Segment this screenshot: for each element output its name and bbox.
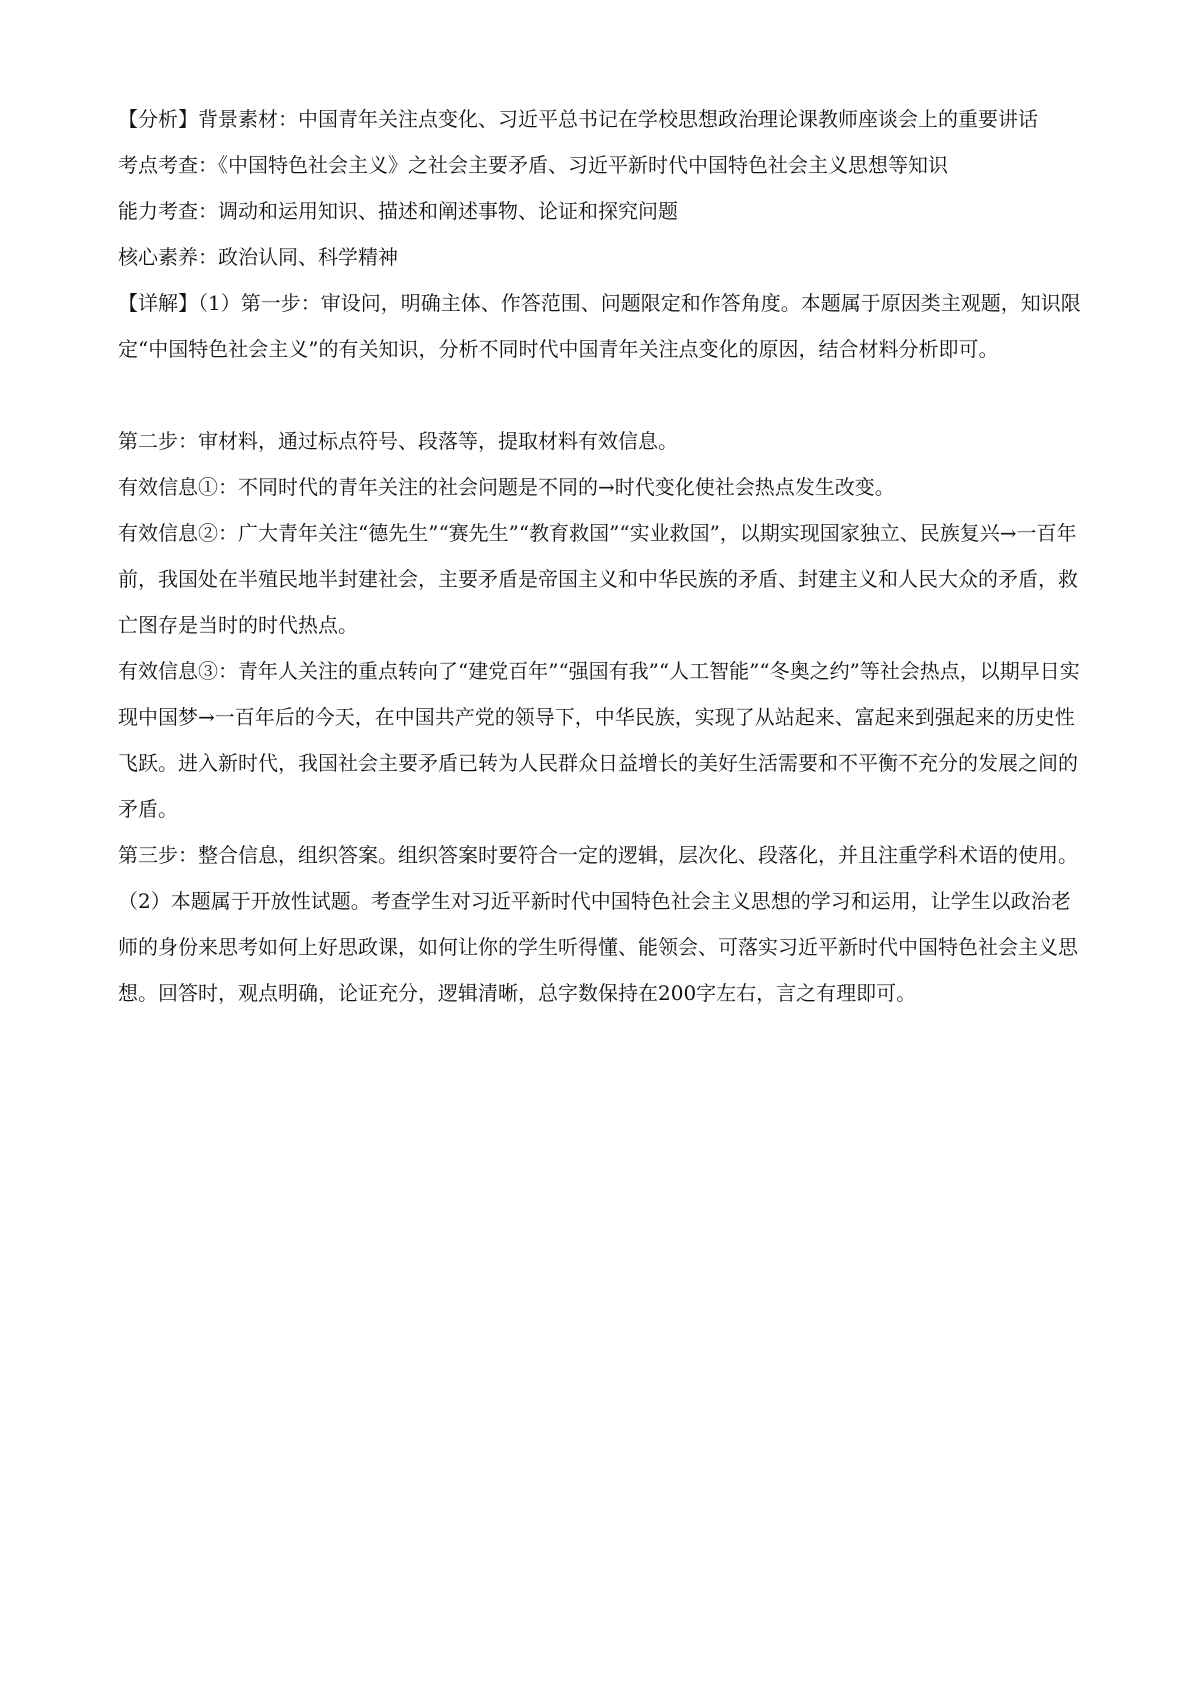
analysis-background: 【分析】背景素材：中国青年关注点变化、习近平总书记在学校思想政治理论课教师座谈会上的重要讲话 (118, 107, 1038, 131)
analysis-core-literacy: 核心素养：政治认同、科学精神 (118, 245, 398, 269)
detail-step-two: 第二步：审材料，通过标点符号、段落等，提取材料有效信息。 (118, 429, 678, 453)
detail-part-two: （2）本题属于开放性试题。考查学生对习近平新时代中国特色社会主义思想的学习和运用，让学生以政治老师的身份来思考如何上好思政课，如何让你的学生听得懂、能领会、可落实习近平新时代中国特色社会主义思想。回答时，观点明确，论证充分，逻辑清晰，总字数保持在200字左右，言之有理即可。 (118, 889, 1078, 1005)
effective-info-1: 有效信息①：不同时代的青年关注的社会问题是不同的→时代变化使社会热点发生改变。 (118, 475, 895, 499)
paragraph-spacer (118, 372, 1090, 418)
effective-info-3: 有效信息③：青年人关注的重点转向了“建党百年”“强国有我”“人工智能”“冬奥之约”等社会热点，以期早日实现中国梦→一百年后的今天，在中国共产党的领导下，中华民族，实现了从站起来、富起来到强起来的历史性飞跃。进入新时代，我国社会主要矛盾已转为人民群众日益增长的美好生活需要和不平衡不充分的发展之间的矛盾。 (118, 659, 1080, 821)
detail-step-one: 【详解】（1）第一步：审设问，明确主体、作答范围、问题限定和作答角度。本题属于原因类主观题，知识限定“中国特色社会主义”的有关知识，分析不同时代中国青年关注点变化的原因，结合材料分析即可。 (118, 291, 1081, 361)
detail-step-three: 第三步：整合信息，组织答案。组织答案时要符合一定的逻辑，层次化、段落化，并且注重学科术语的使用。 (118, 843, 1078, 867)
analysis-ability: 能力考查：调动和运用知识、描述和阐述事物、论证和探究问题 (118, 199, 678, 223)
analysis-exam-points: 考点考查：《中国特色社会主义》之社会主要矛盾、习近平新时代中国特色社会主义思想等知识 (118, 153, 948, 177)
effective-info-2: 有效信息②：广大青年关注“德先生”“赛先生”“教育救国”“实业救国”，以期实现国家独立、民族复兴→一百年前，我国处在半殖民地半封建社会，主要矛盾是帝国主义和中华民族的矛盾、封建主义和人民大众的矛盾，救亡图存是当时的时代热点。 (118, 521, 1078, 637)
